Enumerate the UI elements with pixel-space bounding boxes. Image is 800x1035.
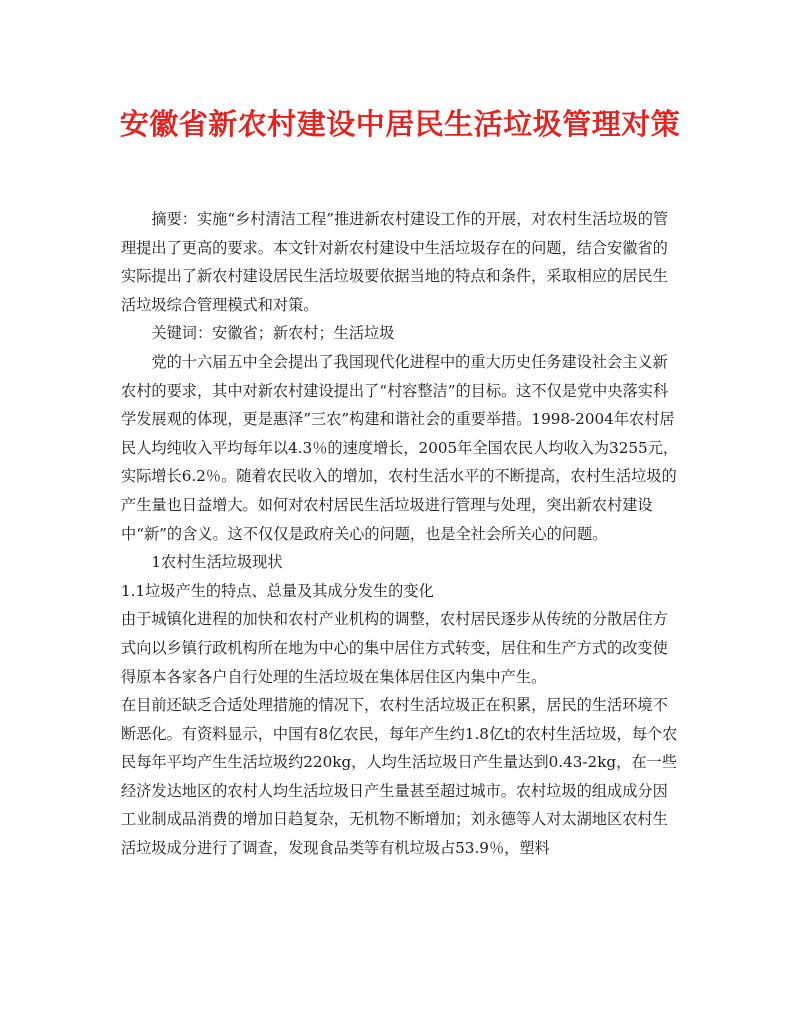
intro-paragraph: 党的十六届五中全会提出了我国现代化进程中的重大历史任务建设社会主义新农村的要求，其中对新农村建设提出了“村容整洁”的目标。这不仅是党中央落实科学发展观的体现，更是惠泽”三农”构建和谐社会的重要举措。1998-2004年农村居民人均纯收入平均每年以4.3％的速度增长，2005年全国农民人均收入为3255元，实际增长6.2％。随着农民收入的增加，农村生活水平的不断提高，农村生活垃圾的产生量也日益增大。如何对农村居民生活垃圾进行管理与处理，突出新农村建设中“新”的含义。这不仅仅是政府关心的问题，也是全社会所关心的问题。 [121, 352, 679, 543]
document-title: 安徽省新农村建设中居民生活垃圾管理对策 [119, 107, 681, 141]
body-paragraph: 由于城镇化进程的加快和农村产业机构的调整，农村居民逐步从传统的分散居住方式向以乡镇行政机构所在地为中心的集中居住方式转变，居住和生产方式的改变使得原本各家各户自行处理的生活垃圾在集体居住区内集中产生。 [121, 610, 668, 686]
document-body [121, 205, 679, 863]
subsection-heading: 1.1垃圾产生的特点、总量及其成分发生的变化 [121, 581, 434, 600]
abstract-paragraph: 摘要：实施“乡村清洁工程”推进新农村建设工作的开展，对农村生活垃圾的管理提出了更高的要求。本文针对新农村建设中生活垃圾存在的问题，结合安徽省的实际提出了新农村建设居民生活垃圾要依据当地的特点和条件，采取相应的居民生活垃圾综合管理模式和对策。 [121, 210, 669, 314]
section-heading: 1农村生活垃圾现状 [151, 553, 283, 572]
keywords-paragraph: 关键词：安徽省；新农村；生活垃圾 [151, 324, 395, 343]
body-paragraph: 在目前还缺乏合适处理措施的情况下，农村生活垃圾正在积累，居民的生活环境不断恶化。有资料显示，中国有8亿农民，每年产生约1.8亿t的农村生活垃圾，每个农民每年平均产生生活垃圾约220kg，人均生活垃圾日产生量达到0.43-2kg，在一些经济发达地区的农村人均生活垃圾日产生量甚至超过城市。农村垃圾的组成成分因工业制成品消费的增加日趋复杂，无机物不断增加；刘永德等人对太湖地区农村生活垃圾成分进行了调查，发现食品类等有机垃圾占53.9％，塑料 [121, 696, 678, 858]
